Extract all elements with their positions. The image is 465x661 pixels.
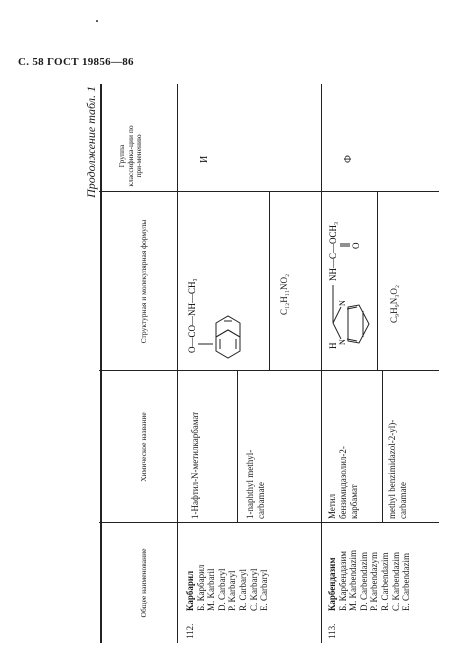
rotated-table-container (84, 82, 439, 643)
structure-h: H (328, 342, 338, 349)
benzimidazole-structure (323, 195, 375, 365)
synonym: D. Carbendazim (358, 552, 369, 611)
synonym: Б. Карбарил (195, 564, 206, 611)
synonym: С. Karbendazim (390, 552, 401, 611)
common-name: Карбендазим (327, 557, 337, 611)
naphthyl-structure (181, 215, 267, 365)
synonym: E. Carbendazim (401, 553, 412, 611)
row-number: 113. (327, 623, 337, 639)
synonym: R. Carbaryl (237, 569, 248, 611)
header-common-name: Общее наименование (138, 548, 148, 618)
header-bottom-rule (177, 84, 178, 643)
synonym: Б. Карбендазим (337, 551, 348, 611)
header-structure: Структурная и молекулярная формулы (138, 219, 148, 344)
structure-group-label: NH—C—OCH₃ (328, 221, 338, 281)
naphthalene-ring-icon (216, 316, 240, 358)
continuation-title: Продолжение табл. 1 (84, 86, 98, 198)
row-divider (321, 84, 322, 643)
chemical-name-en: 1-naphthyl methyl-carbamate (245, 449, 266, 519)
trade-names-112 (185, 565, 270, 611)
class-code: Ф (343, 155, 354, 163)
synonym: М. Karbaril (206, 568, 217, 611)
header-class-group: Группа классифика-ции по при-менению (117, 125, 144, 187)
synonym: D. Carbaryl (216, 568, 227, 611)
page-header: С. 58 ГОСТ 19856—86 (18, 56, 134, 68)
chemical-name-en: methyl benzimidazol-2-yl)-carbamate (387, 419, 408, 519)
carbonyl-oxygen: O (351, 242, 361, 249)
molecular-formula: C₉H₉N₃O₂ (389, 284, 399, 323)
trade-names-113 (327, 550, 412, 611)
header-chemical-name: Химическое название (138, 412, 148, 482)
table-top-rule (100, 84, 102, 643)
synonym: М. Karbendazim (348, 550, 359, 611)
common-name: Карбарил (185, 570, 195, 611)
chem-name-divider-113 (382, 371, 383, 523)
structure-n1: N (338, 339, 347, 345)
molecular-formula: C₁₂H₁₁NO₂ (279, 273, 289, 315)
speck (96, 20, 98, 22)
chem-name-divider (237, 371, 238, 523)
structure-n2: N (338, 300, 347, 306)
formula-divider-112 (269, 192, 270, 371)
benzimidazole-ring-icon (333, 285, 369, 343)
synonym: P. Karbaryl (227, 570, 238, 611)
synonym: R. Carbendazim (379, 552, 390, 611)
synonym: E. Carbaryl (259, 569, 270, 611)
chemical-name-ru: 1-Нафтил-N-метилкарбамат (190, 411, 200, 519)
formula-divider-113 (377, 192, 378, 371)
synonym: P. Karbendazym (369, 552, 380, 611)
class-code: И (199, 155, 210, 163)
synonym: С. Karbaryl (248, 568, 259, 611)
structure-group-label: O—CO—NH—CH₃ (187, 278, 197, 353)
row-number: 112. (185, 623, 195, 639)
chemicals-table (99, 84, 439, 643)
chemical-name-ru: Метил бензимидазолил-2-карбамат (327, 446, 359, 519)
